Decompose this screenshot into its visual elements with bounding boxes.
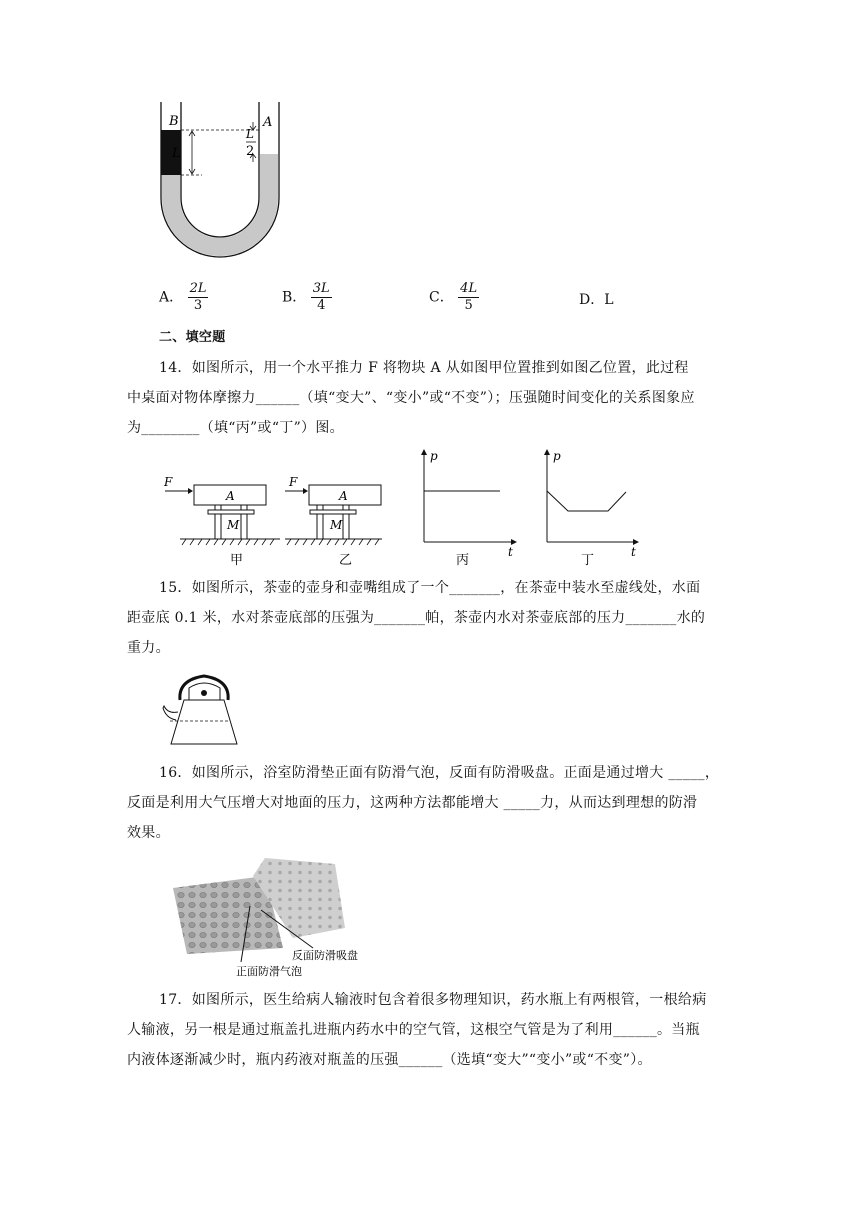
option-letter: C． (429, 289, 454, 306)
figure-yi (285, 475, 382, 568)
axis-p: p (430, 449, 438, 463)
option-fraction (458, 281, 479, 314)
section-title: 二、填空题 (159, 330, 226, 345)
caption-ding: 丁 (581, 553, 595, 568)
fraction-numerator: 4L (460, 281, 478, 296)
fraction-denominator: 3 (193, 298, 203, 313)
base-label: M (227, 518, 240, 532)
caption-jia: 甲 (230, 553, 244, 568)
fraction-numerator: 2L (189, 281, 207, 296)
option-letter: A． (159, 289, 184, 306)
label-half-den: 2 (246, 144, 255, 159)
caption-bing: 丙 (456, 553, 470, 568)
option-fraction (188, 281, 209, 314)
force-label: F (164, 475, 173, 489)
block-label: A (226, 489, 235, 503)
label-back: 反面防滑吸盘 (292, 949, 358, 962)
fraction-denominator: 4 (317, 298, 326, 313)
q14-line-1: 14．如图所示，用一个水平推力 F 将物块 A 从如图甲位置推到如图乙位置，此过程 (159, 360, 689, 376)
fraction-numerator: 3L (312, 281, 330, 296)
q15-line-1: 15．如图所示，茶壶的壶身和壶嘴组成了一个_______，在茶壶中装水至虚线处，水面 (159, 580, 701, 596)
q16-line-2: 反面是利用大气压增大对地面的压力，这两种方法都能增大 _____力，从而达到理想的防滑 (127, 795, 698, 811)
graph-bing (421, 449, 517, 568)
caption-yi: 乙 (339, 553, 353, 568)
q16-line-3: 效果。 (127, 825, 170, 841)
option-fraction (311, 281, 332, 314)
label-l: L (172, 146, 181, 161)
q14-line-2: 中桌面对物体摩擦力______（填“变大”、“变小”或“不变”）；压强随时间变化的关系图象应 (127, 390, 695, 406)
force-label: F (289, 475, 298, 489)
label-half-num: L (246, 127, 254, 141)
label-front: 正面防滑气泡 (236, 965, 302, 978)
label-a: A (263, 115, 273, 130)
q15-line-2: 距壶底 0.1 米，水对茶壶底部的压强为_______帕，茶壶内水对茶壶底部的压力_______水的 (127, 610, 706, 626)
q14-line-3: 为________（填“丙”或“丁”）图。 (127, 420, 344, 436)
graph-ding (544, 449, 639, 568)
q15-line-3: 重力。 (127, 640, 170, 656)
option-text: L (604, 292, 614, 308)
base-label: M (330, 518, 343, 532)
option-letter: B． (282, 289, 307, 306)
axis-t: t (508, 545, 513, 559)
figure-jia (163, 475, 280, 568)
q13-option-c (429, 281, 479, 314)
q13-option-b (282, 281, 332, 314)
q17-line-1: 17．如图所示，医生给病人输液时包含着很多物理知识，药水瓶上有两根管，一根给病 (159, 992, 707, 1008)
axis-t: t (631, 545, 636, 559)
bath-mat-figure (165, 850, 370, 980)
option-letter: D． (579, 292, 605, 308)
q16-line-1: 16．如图所示，浴室防滑垫正面有防滑气泡，反面有防滑吸盘。正面是通过增大 _____， (159, 765, 720, 781)
q13-option-a (159, 281, 208, 314)
fraction-denominator: 5 (464, 298, 473, 313)
block-label: A (339, 489, 348, 503)
q17-line-3: 内液体逐渐减少时，瓶内药液对瓶盖的压强______（选填“变大”“变小”或“不变”）。 (127, 1052, 652, 1068)
axis-p: p (553, 449, 561, 463)
q14-figure (160, 446, 650, 571)
q17-line-2: 人输液，另一根是通过瓶盖扎进瓶内药水中的空气管，这根空气管是为了利用______。当瓶 (127, 1022, 700, 1038)
teapot-figure (158, 666, 246, 748)
q13-option-d (579, 289, 614, 309)
label-b: B (169, 114, 179, 129)
u-tube-figure (150, 98, 290, 273)
